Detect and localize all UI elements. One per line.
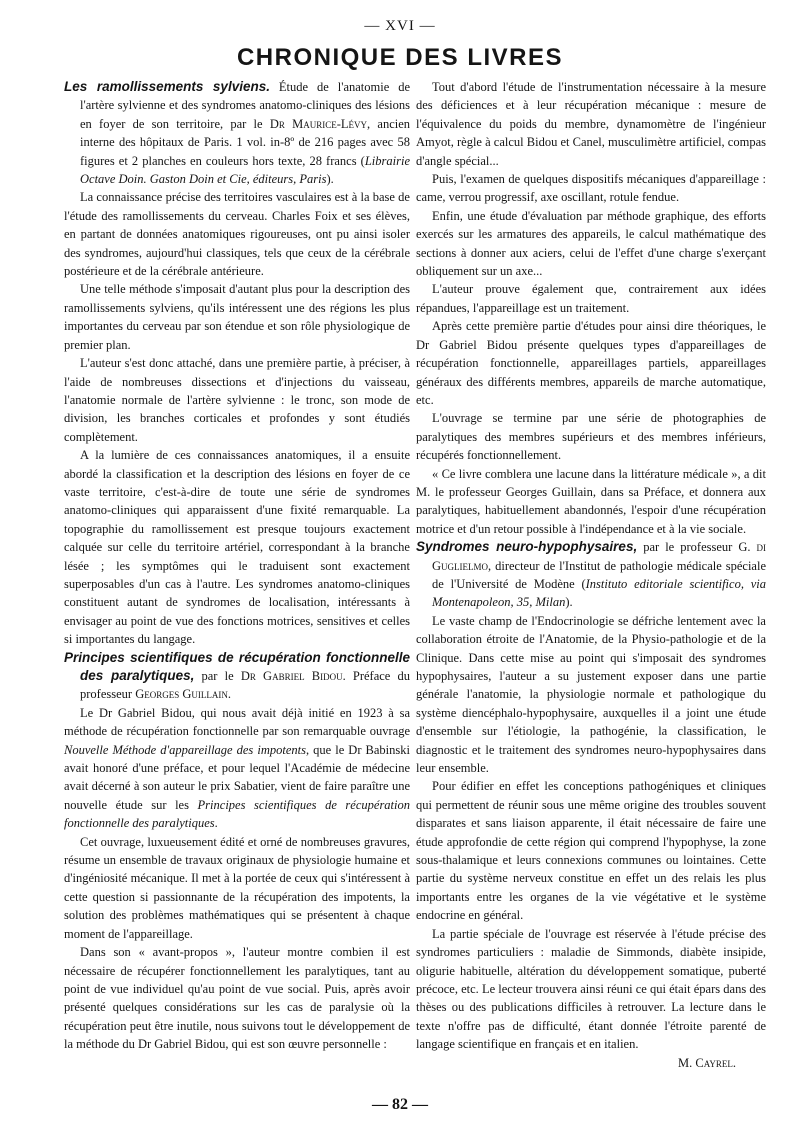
paragraph: Pour édifier en effet les conceptions pathogéniques et cliniques qui permettent de réunir sous une même origine des troubles souvent disparates et sans liaison apparente, il était nécessaire de faire une étude approfondie de cette région qui comprend l'hypophyse, la zone sous-thalamique et leurs connexions communes ou lointaines. Cette partie du système nerveux constitue en effet un des relais les plus importants entre les organes de la vie végétative et le système endocrine en général. bbox=[416, 779, 766, 923]
paragraph: L'auteur prouve également que, contrairement aux idées répandues, l'appareillage est un traitement. bbox=[416, 282, 766, 315]
closing: . bbox=[227, 687, 231, 702]
review-header-ramollissements bbox=[64, 78, 410, 188]
publisher: Instituto editoriale scientifico, via Montenapoleon, 35, Milan bbox=[432, 576, 766, 610]
paragraph: Le vaste champ de l'Endocrinologie se défriche lentement avec la collaboration étroite de l'Anatomie, de la Physio-pathologie et de la Clinique. Dans cette mise au point qui s'imposait des syndromes hypophysaires, l'auteur a su justement exposer dans une partie générale l'anatomie, la physiologie normale et pathologique du système diencéphalo-hypophysaire, auxquelles il a joint une étude d'ensemble sur l'étiologie, la pathogénie, la classification, le diagnostic et le traitement des syndromes neuro-hypophysaires dans leur ensemble. bbox=[416, 613, 766, 776]
section-title: CHRONIQUE DES LIVRES bbox=[236, 44, 564, 71]
text: . bbox=[214, 816, 218, 831]
paragraph: Cet ouvrage, luxueusement édité et orné de nombreuses gravures, résume un ensemble de travaux originaux de physiologie humaine et d'ingéniosité mécanique. Il met à la portée de ceux qui s'intéressent à cette question si passionnante de la récupération des impotents, la solution des problèmes mathématiques qui se présentent à chaque moment de l'appareillage. bbox=[64, 834, 410, 941]
author-name: Dr Gabriel Bidou bbox=[240, 669, 343, 683]
closing: ). bbox=[565, 595, 573, 610]
paragraph: A la lumière de ces connaissances anatomiques, il a ensuite abordé la classification et la description des lésions en foyer de ce vaste territoire, c'est-à-dire de toute une série de syndromes anatomo-cliniques qui apparaissent d'une fixité remarquable. La topographie du ramollissement est presque toujours exactement calquée sur celle du territoire artériel, correspondant à la branche lésée ; les symptômes qui le traduisent sont exactement superposables d'un cas à l'autre. Les syndromes anatomo-cliniques constituent autant de syndromes de localisation, intéressants à envisager au point de vue des fonctions motrices, sensitives et celles si importantes du langage. bbox=[64, 448, 410, 647]
publisher: Librairie Octave Doin. Gaston Doin et Cie, éditeurs, Paris bbox=[80, 153, 410, 187]
author-details: , directeur de l'Institut de pathologie médicale spéciale de l'Université de Modène ( bbox=[432, 558, 766, 591]
review-header-syndromes bbox=[416, 538, 766, 612]
reviewer-signature: M. Cayrel. bbox=[678, 1055, 736, 1070]
review-middle: . Préface du professeur bbox=[80, 669, 411, 702]
review-header-principes bbox=[64, 649, 410, 704]
paragraph: Une telle méthode s'imposait d'autant plus pour la description des ramollissements sylviens, qu'ils intéressent une des régions les plus importantes du cerveau par son étendue et son rôle physiologique de premier plan. bbox=[64, 282, 410, 352]
paragraph: « Ce livre comblera une lacune dans la littérature médicale », a dit M. le professeur Georges Guillain, dans sa Préface, et donnera aux paralytiques, habituellement abandonnés, l'espoir d'une récupération motrice et d'un retour possible à l'indépendance et à la vie sociale. bbox=[416, 466, 766, 536]
review-lead: Étude de l'anatomie de l'artère sylvienne et des syndromes anatomo-cliniques des lésions en foyer de son territoire, par le bbox=[80, 80, 410, 131]
cited-book: Principes scientifiques de récupération fonctionnelle des paralytiques bbox=[64, 797, 411, 831]
review-lead: par le professeur bbox=[637, 540, 733, 555]
paragraph: L'auteur s'est donc attaché, dans une première partie, à préciser, à l'aide de nombreuses dissections et d'injections du vaisseau, l'anatomie normale de l'artère sylvienne : le tronc, son mode de division, les branches corticales et profondes y sont étudiés complètement. bbox=[64, 356, 410, 444]
paragraph: La connaissance précise des territoires vasculaires est à la base de l'étude des ramollissements du cerveau. Charles Foix et ses élèves, en partant de données anatomiques rigoureuses, ont pu ainsi isoler des syndromes, aujourd'hui classiques, tels que ceux de la cérébrale postérieure et de la cérébrale antérieure. bbox=[64, 190, 410, 279]
closing: ). bbox=[326, 172, 334, 187]
author-details: , ancien interne des hôpitaux de Paris. 1 vol. in-8º de 216 pages avec 58 figures et 2 planches en couleurs hors texte, 28 francs ( bbox=[80, 116, 411, 168]
page-number: — 82 — bbox=[372, 1096, 428, 1113]
paragraph: La partie spéciale de l'ouvrage est réservée à l'étude précise des syndromes particuliers : maladie de Simmonds, diabète insipide, oligurie habituelle, altération du développement somatique, puberté précoce, etc. Le lecteur trouvera ainsi réuni ce qui était épars dans des thèses ou des publications difficiles à retrouver. La lecture dans le texte n'offre pas de difficulté, étant donnée l'étroite parenté de langage scientifique en français et en italien. bbox=[416, 926, 766, 1052]
text: , que le Dr Babinski avait honoré d'une préface, et pour lequel l'Académie de médecine avait décerné à son auteur le prix Sabatier, vient de faire paraître une nouvelle étude sur les bbox=[64, 742, 410, 812]
text: Le Dr Gabriel Bidou, qui nous avait déjà initié en 1923 à sa méthode de récupération fonctionnelle par son remarquable ouvrage bbox=[64, 705, 410, 739]
book-title: Principes scientifiques de récupération fonctionnelle des paralytiques, bbox=[64, 649, 410, 683]
prefacer-name: Georges Guillain bbox=[135, 687, 228, 702]
paragraph bbox=[64, 704, 410, 833]
paragraph: Puis, l'examen de quelques dispositifs mécaniques d'appareillage : came, verrou progressif, axe oscillant, rotule fendue. bbox=[416, 172, 766, 205]
roman-page-number: — XVI — bbox=[364, 18, 436, 34]
review-lead: par le bbox=[194, 669, 234, 683]
paragraph: Dans son « avant-propos », l'auteur montre combien il est nécessaire de récupérer fonctionnellement les paralytiques, tant au point de vue individuel qu'au point de vue social. Puis, après avoir présenté quelques considérations sur les cas de paralysie où la récupération peut être inutile, nous suivons tout le développement de la méthode du Dr Gabriel Bidou, qui est son œuvre personnelle : bbox=[64, 945, 410, 1052]
cited-book: Nouvelle Méthode d'appareillage des impotents bbox=[64, 742, 306, 757]
right-column bbox=[416, 78, 766, 1072]
paragraph: Enfin, une étude d'évaluation par méthode graphique, des efforts exercés sur les armatures des appareils, le calcul mathématique des sections à donner aux aciers, celui de l'effet d'une charge s'exerçant obliquement sur un axe... bbox=[416, 208, 766, 279]
left-column bbox=[64, 78, 410, 1054]
author-name: G. di Guglielmo bbox=[432, 540, 767, 573]
book-title: Syndromes neuro-hypophysaires, bbox=[416, 539, 638, 555]
paragraph: Tout d'abord l'étude de l'instrumentation nécessaire à la mesure des déficiences et à leur récupération mécanique : mesure de l'équivalence du poids du membre, dynamomètre de l'ingénieur Amyot, règle à calcul Bidou et Canel, musculimètre artificiel, compas d'angle spécial... bbox=[416, 80, 766, 168]
paragraph: Après cette première partie d'études pour ainsi dire théoriques, le Dr Gabriel Bidou présente quelques types d'appareillages de récupération fonctionnelle, appareillages partiels, appareillages généraux des différents membres, appareils de marche automatique, etc. bbox=[416, 319, 766, 407]
book-title: Les ramollissements sylviens. bbox=[64, 79, 270, 94]
author-name: Dr Maurice-Lévy bbox=[269, 116, 368, 131]
paragraph: L'ouvrage se termine par une série de photographies de paralytiques des membres supérieurs et des membres inférieurs, récupérés fonctionnellement. bbox=[416, 411, 766, 463]
